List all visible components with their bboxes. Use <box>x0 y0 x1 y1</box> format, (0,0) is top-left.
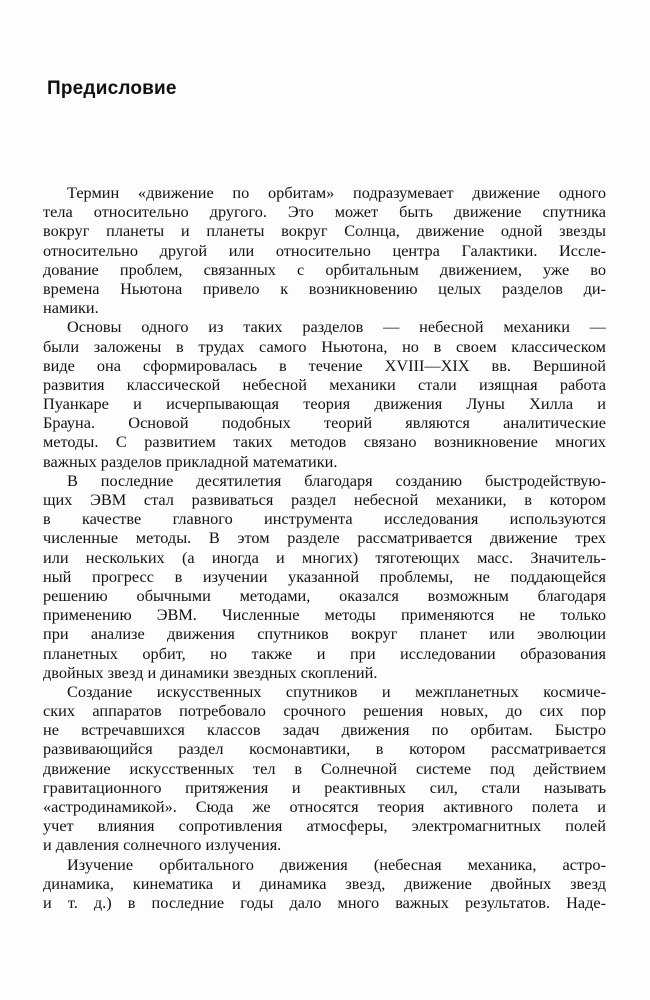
text-line: важных разделов прикладной математики. <box>43 451 338 471</box>
text-line: дование проблем, связанных с орбитальным движением, уже во <box>43 259 606 279</box>
text-line: Основы одного из таких разделов — небесной механики — <box>67 317 606 337</box>
text-line: Создание искусственных спутников и межпланетных космиче- <box>67 681 606 701</box>
text-line: ских аппаратов потребовало срочного решения новых, до сих пор <box>43 701 606 721</box>
text-line: гравитационного притяжения и реактивных сил, стали называть <box>43 777 606 797</box>
text-line: учет влияния сопротивления атмосферы, электромагнитных полей <box>43 816 606 836</box>
text-line: методы. С развитием таких методов связано возникновение многих <box>43 432 606 452</box>
text-line: Термин «движение по орбитам» подразумевает движение одного <box>67 183 606 202</box>
text-line: применению ЭВМ. Численные методы применяются не только <box>43 605 606 625</box>
text-line: В последние десятилетия благодаря созданию быстродействую- <box>67 470 606 490</box>
text-line: «астродинамикой». Сюда же относятся теория активного полета и <box>43 797 606 816</box>
text-line: решению обычными методами, оказался возможным благодаря <box>43 585 606 605</box>
text-line: развивающийся раздел космонавтики, в котором рассматривается <box>43 739 606 759</box>
text-line: планетных орбит, но также и при исследовании образования <box>43 643 606 663</box>
text-line: движение искусственных тел в Солнечной системе под действием <box>43 758 606 778</box>
text-line: при анализе движения спутников вокруг планет или эволюции <box>43 624 606 644</box>
text-line: численные методы. В этом разделе рассматривается движение трех <box>43 528 606 548</box>
text-line: развития классической небесной механики стали изящная работа <box>43 374 606 394</box>
text-line: тела относительно другого. Это может быть движение спутника <box>43 202 606 222</box>
body-text <box>43 183 606 912</box>
text-line: виде она сформировалась в течение XVIII—XIX вв. Вершиной <box>43 355 606 375</box>
text-line: щих ЭВМ стал развиваться раздел небесной механики, в котором <box>43 490 606 509</box>
text-line: и т. д.) в последние годы дало много важных результатов. Наде- <box>43 892 606 912</box>
text-line: ный прогресс в изучении указанной проблемы, не поддающейся <box>43 566 606 586</box>
text-line: и давления солнечного излучения. <box>43 835 282 855</box>
text-line: динамика, кинематика и динамика звезд, движение двойных звезд <box>43 873 606 893</box>
text-line: не встречавшихся классов задач движения по орбитам. Быстро <box>43 720 606 740</box>
text-line: намики. <box>43 298 99 318</box>
text-line: или нескольких (а иногда и многих) тяготеющих масс. Значитель- <box>43 547 606 567</box>
text-line: двойных звезд и динамики звездных скоплений. <box>43 662 378 682</box>
text-line: Изучение орбитального движения (небесная механика, астро- <box>67 854 606 874</box>
text-line: Брауна. Основой подобных теорий являются аналитические <box>43 413 606 433</box>
page-title: Предисловие <box>47 78 177 99</box>
text-line: вокруг планеты и планеты вокруг Солнца, движение одной звезды <box>43 221 606 241</box>
text-line: в качестве главного инструмента исследования используются <box>43 509 606 529</box>
text-line: времена Ньютона привело к возникновению целых разделов ди- <box>43 278 606 298</box>
text-line: Пуанкаре и исчерпывающая теория движения Луны Хилла и <box>43 394 606 414</box>
text-line: относительно другой или относительно центра Галактики. Иссле- <box>43 240 606 260</box>
text-line: были заложены в трудах самого Ньютона, но в своем классическом <box>43 336 606 356</box>
